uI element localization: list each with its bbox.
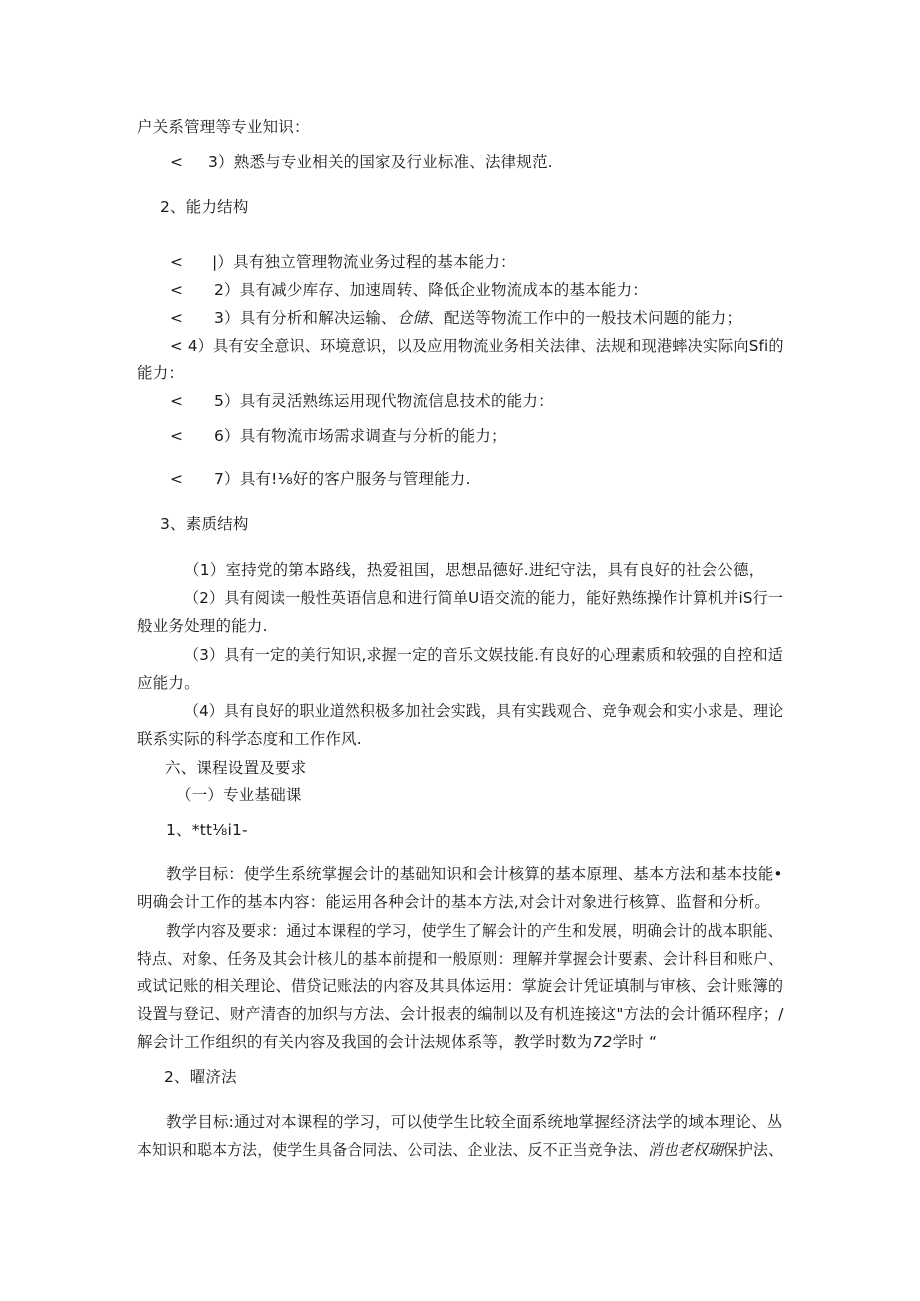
text-line: 应能力。 — [137, 674, 200, 692]
text-line: （1）室持党的第本路线，热爱祖国，思想品德好.进纪守法，具有良好的社会公德， — [184, 561, 765, 579]
text-line: 联系实际的科学态度和工作作风. — [137, 730, 362, 748]
text-line: （4）具有良好的职业道然积极多加社会实践，具有实践观合、竞争观会和实小求是、理论 — [184, 702, 784, 720]
course-heading: 1、*tt⅛i1- — [166, 821, 248, 839]
text-line: 教学目标:通过对本课程的学习，可以使学生比较全面系统地掌握经济法学的域本理论、丛 — [166, 1113, 783, 1131]
text-line: （2）具有阅读一般性英语信息和进行简单U语交流的能力，能好熟练操作计算机并iS行一 — [184, 589, 784, 607]
text-segment: 3）具有分析和解决运输、 — [214, 309, 397, 327]
text-line: 明确会计工作的基本内容：能运用各种会计的基本方法,对会计对象进行核算、监督和分析。 — [137, 893, 771, 911]
text-line: 7）具有!⅛好的客户服务与管理能力. — [214, 470, 471, 488]
section-heading: 六、课程设置及要求 — [165, 759, 307, 777]
text-segment: 、配送等物流工作中的一般技术问题的能力； — [428, 309, 743, 327]
text-line: < 4）具有安全意识、环境意识，以及应用物流业务相关法律、法规和现港蟀决实际向Sfi的 — [170, 337, 784, 355]
text-line: 教学内容及要求：通过本课程的学习，使学生了解会计的产生和发展，明确会计的战本职能、 — [166, 922, 783, 940]
bullet-marker: < — [170, 427, 184, 445]
text-segment: 学时 “ — [612, 1033, 658, 1051]
section-heading: 3、素质结构 — [160, 515, 249, 533]
text-line: 设置与登记、财产清杳的加织与方法、会计报表的编制以及有机连接这"方法的会计循环程序；/ — [137, 1005, 784, 1023]
text-line — [137, 1140, 783, 1160]
bullet-marker: < — [170, 281, 184, 299]
text-line: 般业务处理的能力. — [137, 617, 268, 635]
text-line — [214, 308, 742, 328]
text-line: 能力： — [137, 364, 185, 382]
subsection-heading: （一）专业基础课 — [176, 786, 302, 804]
text-line: 教学目标：使学生系统掌握会计的基础知识和会计核算的基本原理、基本方法和基本技能• — [166, 865, 783, 883]
text-line: 6）具有物流市场需求调查与分析的能力； — [214, 427, 507, 445]
text-line: 2）具有减少库存、加速周转、降低企业物流成本的基本能力： — [214, 281, 648, 299]
bullet-marker: < — [170, 253, 184, 271]
bullet-marker: < — [170, 392, 184, 410]
bullet-marker: < — [170, 470, 184, 488]
text-line: 5）具有灵活熟练运用现代物流信息技术的能力： — [214, 392, 554, 410]
text-segment: 保护法、 — [722, 1141, 784, 1159]
text-line: 特点、对象、任务及其会计核儿的基本前提和一般原则：理解并掌握会计要素、会计科目和账户、 — [137, 950, 784, 968]
text-line: 3）熟悉与专业相关的国家及行业标准、法律规范. — [208, 153, 553, 171]
text-line: 户关系管理等专业知识： — [137, 118, 310, 136]
text-line: （3）具有一定的美行知识,求握一定的音乐文娱技能.有良好的心理素质和较强的自控和适 — [184, 646, 784, 664]
text-segment-italic: 仓储 — [396, 309, 429, 327]
bullet-marker: < — [170, 309, 184, 327]
text-line: |）具有独立管理物流业务过程的基本能力： — [212, 253, 516, 271]
text-segment-italic: 72 — [592, 1033, 613, 1051]
section-heading: 2、能力结构 — [160, 198, 249, 216]
text-line — [137, 1032, 657, 1052]
text-segment: 本知识和聪本方法，使学生具备合同法、公司法、企业法、反不正当竞争法、 — [137, 1141, 648, 1159]
text-segment: 解会计工作组织的有关内容及我国的会计法规体系等，教学时数为 — [137, 1033, 593, 1051]
bullet-marker: < — [170, 153, 184, 171]
text-segment-italic: 消也老权瑚 — [647, 1141, 723, 1159]
text-line: 或试记账的相关理论、借贷记账法的内容及其具体运用：掌旋会计凭证填制与审核、会计账簿的 — [137, 977, 784, 995]
course-heading: 2、曜济法 — [164, 1068, 237, 1086]
